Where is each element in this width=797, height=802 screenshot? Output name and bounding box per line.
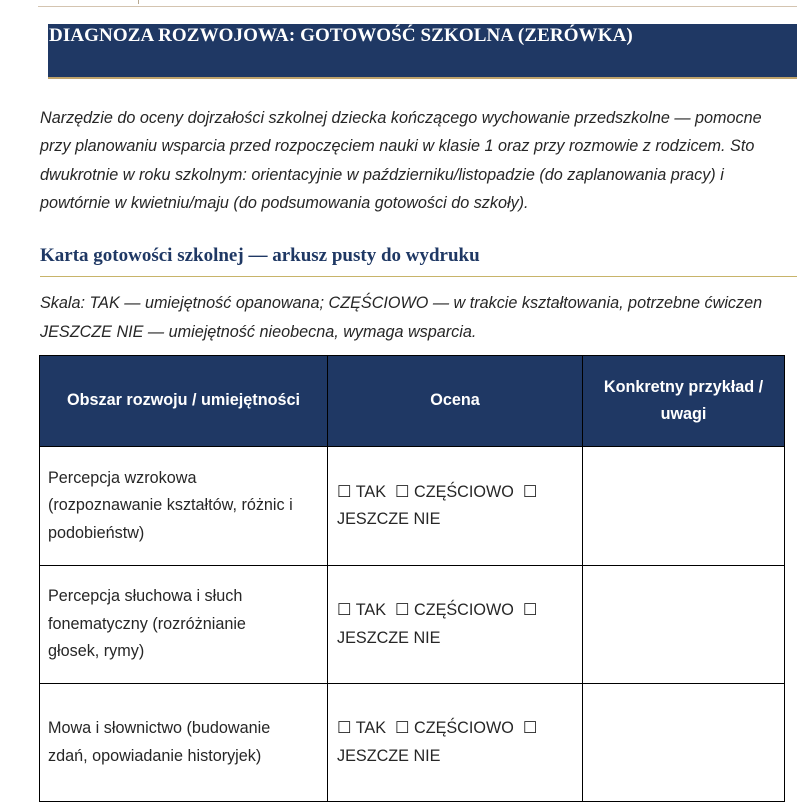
readiness-table-wrapper (39, 355, 797, 765)
table-header-row (40, 356, 785, 447)
rating-cell[interactable]: ☐ TAK ☐ CZĘŚCIOWO ☐ JESZCZE NIE (328, 566, 583, 684)
top-rule (38, 0, 797, 7)
rating-cell[interactable]: ☐ TAK ☐ CZĘŚCIOWO ☐ JESZCZE NIE (328, 684, 583, 802)
ruler-tick (138, 0, 139, 4)
table-row (40, 684, 785, 802)
scale-line: Skala: TAK — umiejętność opanowana; CZĘŚCIOWO — w trakcie kształtowania, potrzebne ćwiczen (40, 294, 763, 312)
intro-line: przy planowaniu wsparcia przed rozpoczęciem nauki w klasie 1 oraz przy rozmowie z rodzicem. Sto (40, 137, 755, 156)
intro-line: powtórnie w kwietniu/maju (do podsumowania gotowości do szkoły). (40, 193, 529, 212)
area-cell: Percepcja słuchowa i słuch fonematyczny (rozróżnianie głosek, rymy) (40, 566, 328, 684)
intro-line: dwukrotnie w roku szkolnym: orientacyjnie w październiku/listopadzie (do zaplanowania pracy) i (40, 165, 724, 184)
section-heading-text: Karta gotowości szkolnej — arkusz pusty do wydruku (40, 245, 480, 266)
table-row (40, 447, 785, 566)
area-cell: Mowa i słownictwo (budowanie zdań, opowiadanie historyjek) (40, 684, 328, 802)
title-banner (48, 24, 797, 79)
notes-cell[interactable] (583, 447, 785, 566)
intro-paragraph (40, 104, 797, 217)
notes-cell[interactable] (583, 684, 785, 802)
readiness-table (39, 355, 785, 802)
header-area: Obszar rozwoju / umiejętności (40, 356, 328, 447)
scale-note (40, 289, 797, 346)
intro-line: Narzędzie do oceny dojrzałości szkolnej dziecka kończącego wychowanie przedszkolne — pomocne (40, 109, 762, 127)
scale-line: JESZCZE NIE — umiejętność nieobecna, wymaga wsparcia. (40, 322, 477, 341)
rating-cell[interactable]: ☐ TAK ☐ CZĘŚCIOWO ☐ JESZCZE NIE (328, 447, 583, 566)
area-cell: Percepcja wzrokowa (rozpoznawanie kształtów, różnic i podobieństw) (40, 447, 328, 566)
header-rating: Ocena (328, 356, 583, 447)
header-notes: Konkretny przykład / uwagi (583, 356, 785, 447)
document-title: DIAGNOZA ROZWOJOWA: GOTOWOŚĆ SZKOLNA (ZERÓWKA) (49, 25, 633, 46)
notes-cell[interactable] (583, 566, 785, 684)
table-row (40, 566, 785, 684)
section-heading (40, 243, 797, 277)
